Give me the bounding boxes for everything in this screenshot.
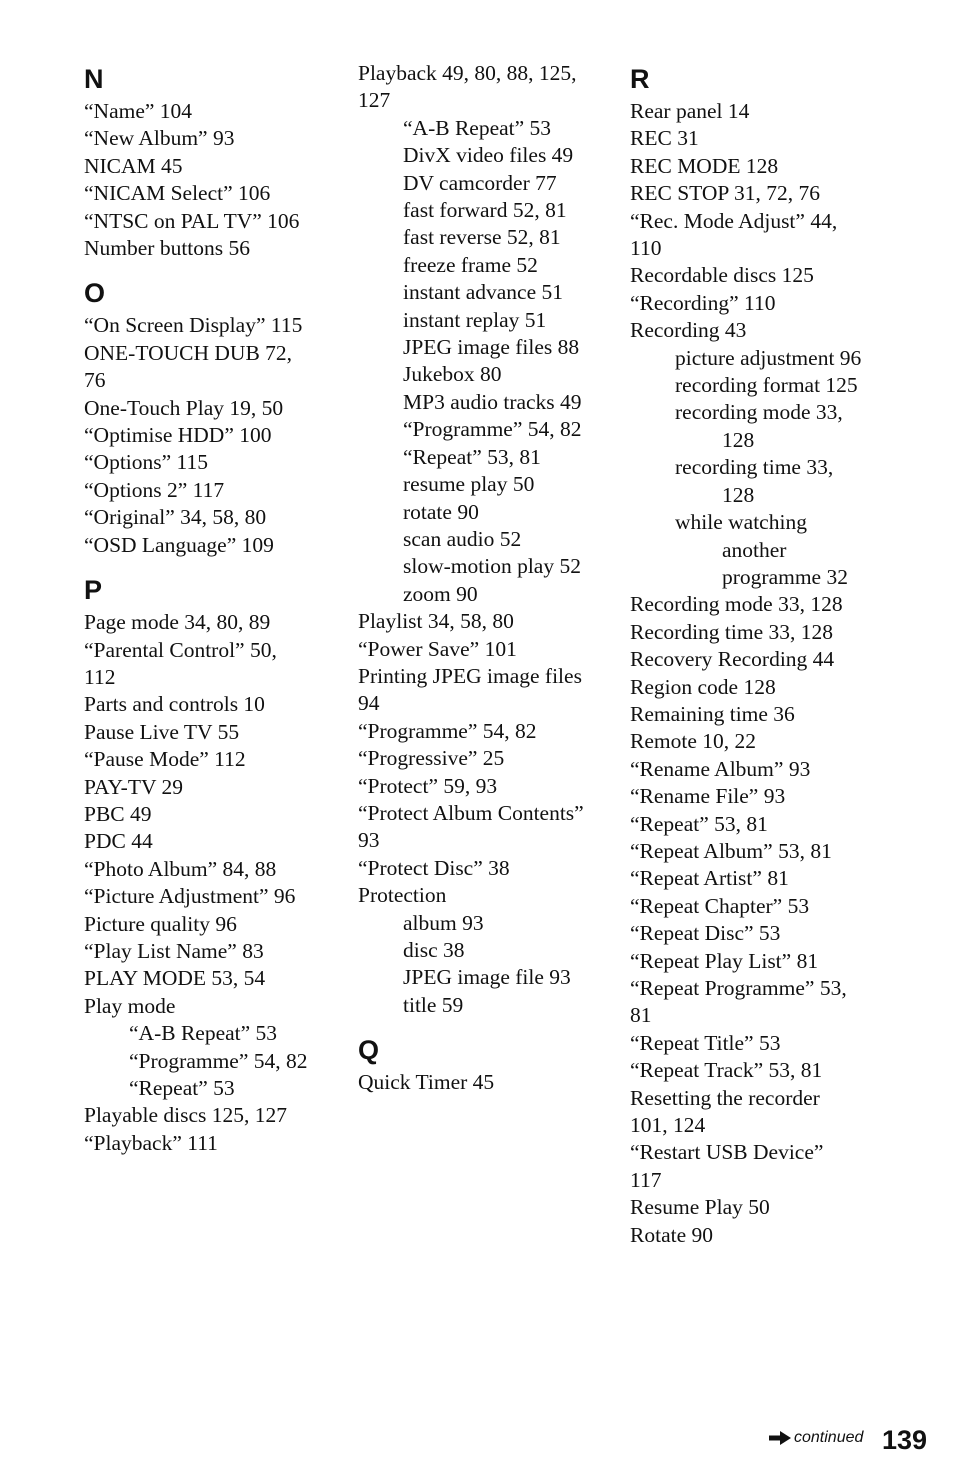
index-subentry: recording mode 33, xyxy=(675,400,843,425)
index-entry: Rotate 90 xyxy=(630,1222,713,1247)
index-subentry: fast reverse 52, 81 xyxy=(403,225,561,250)
index-entry: Region code 128 xyxy=(630,674,776,699)
index-subentry: JPEG image file 93 xyxy=(403,965,571,990)
index-entry: One-Touch Play 19, 50 xyxy=(84,395,284,420)
index-entry: 117 xyxy=(630,1167,662,1192)
index-subentry: resume play 50 xyxy=(403,472,535,497)
index-entry: “Pause Mode” 112 xyxy=(84,747,246,772)
index-entry: “Repeat Play List” 81 xyxy=(630,948,819,973)
index-subentry: “Repeat” 53 xyxy=(129,1076,235,1100)
index-entry: PBC 49 xyxy=(84,801,152,826)
index-entry: “Play List Name” 83 xyxy=(84,938,264,963)
index-section xyxy=(84,60,334,262)
index-entry: Play mode xyxy=(84,993,176,1018)
index-section xyxy=(358,1031,608,1096)
index-entry: Pause Live TV 55 xyxy=(84,719,240,744)
index-entry: “Repeat Album” 53, 81 xyxy=(630,838,832,863)
continued-label: continued xyxy=(794,1429,864,1446)
index-subentry: Jukebox 80 xyxy=(403,362,502,387)
index-subentry: recording time 33, xyxy=(675,455,834,480)
index-subentry: recording format 125 xyxy=(675,373,858,398)
index-subentry: album 93 xyxy=(403,910,484,935)
index-entry: 81 xyxy=(630,1003,652,1028)
index-entry: Picture quality 96 xyxy=(84,911,237,936)
index-entry: “Progressive” 25 xyxy=(358,746,505,771)
index-entry: PAY-TV 29 xyxy=(84,774,183,799)
index-entry: “NTSC on PAL TV” 106 xyxy=(84,208,300,233)
index-entry: “Power Save” 101 xyxy=(358,636,517,661)
index-entry: “OSD Language” 109 xyxy=(84,532,274,557)
index-section xyxy=(84,274,334,559)
index-subentry: another xyxy=(722,537,787,562)
index-entry: “Protect” 59, 93 xyxy=(358,773,498,798)
index-entry: “Protect Disc” 38 xyxy=(358,855,510,880)
index-subentry: instant advance 51 xyxy=(403,280,564,305)
index-entry: “Recording” 110 xyxy=(630,290,776,315)
index-entry: “Optimise HDD” 100 xyxy=(84,423,272,448)
index-subentry: “A-B Repeat” 53 xyxy=(129,1021,278,1046)
index-entry: 94 xyxy=(358,691,380,716)
index-subentry: “A-B Repeat” 53 xyxy=(403,115,552,140)
index-subentry: while watching xyxy=(675,510,807,535)
index-entry: Recording 43 xyxy=(630,318,747,343)
index-entry: Rear panel 14 xyxy=(630,99,750,123)
index-entry: Printing JPEG image files xyxy=(358,663,582,688)
index-entry: “Rename Album” 93 xyxy=(630,756,811,781)
index-entry: “Protect Album Contents” xyxy=(358,800,584,825)
index-subentry: 128 xyxy=(722,427,755,452)
index-subentry: “Programme” 54, 82 xyxy=(403,417,582,442)
index-entry: NICAM 45 xyxy=(84,153,183,178)
index-entry: “Repeat Disc” 53 xyxy=(630,921,781,946)
continued-note xyxy=(768,1428,863,1448)
index-entry: “Repeat Title” 53 xyxy=(630,1030,781,1055)
index-entry: Quick Timer 45 xyxy=(358,1070,495,1095)
index-subentry: “Repeat” 53, 81 xyxy=(403,444,541,469)
index-entry: REC 31 xyxy=(630,126,699,151)
index-section xyxy=(84,571,334,1157)
index-entry: PDC 44 xyxy=(84,829,153,854)
index-entry: “Playback” 111 xyxy=(84,1130,218,1155)
index-entry: “On Screen Display” 115 xyxy=(84,313,303,338)
index-entry: 76 xyxy=(84,368,106,393)
index-entry: “Picture Adjustment” 96 xyxy=(84,884,296,909)
index-entry: “Programme” 54, 82 xyxy=(358,718,537,743)
index-entry: Playlist 34, 58, 80 xyxy=(358,609,514,634)
index-entry: Remote 10, 22 xyxy=(630,729,756,754)
index-entry: “Name” 104 xyxy=(84,99,193,123)
index-section xyxy=(630,60,880,1249)
section-letter: N xyxy=(84,64,104,94)
index-entry: “Photo Album” 84, 88 xyxy=(84,856,277,881)
index-column-2 xyxy=(358,60,608,1097)
index-subentry: instant replay 51 xyxy=(403,307,547,332)
index-entry: “New Album” 93 xyxy=(84,126,235,151)
index-entry: Remaining time 36 xyxy=(630,701,795,726)
index-subentry: scan audio 52 xyxy=(403,526,522,551)
index-entry: Parts and controls 10 xyxy=(84,692,265,717)
section-letter: O xyxy=(84,278,106,309)
index-entry: 93 xyxy=(358,828,380,853)
index-entry: Recovery Recording 44 xyxy=(630,647,835,672)
index-entry: “Repeat Artist” 81 xyxy=(630,866,789,891)
index-entry: “Repeat Track” 53, 81 xyxy=(630,1058,823,1083)
index-entry: 127 xyxy=(358,88,391,113)
index-subentry: fast forward 52, 81 xyxy=(403,198,567,223)
index-entry: Playback 49, 80, 88, 125, xyxy=(358,61,577,85)
index-subentry: 128 xyxy=(722,482,755,507)
index-entry: Resume Play 50 xyxy=(630,1195,770,1220)
index-entry: Recording mode 33, 128 xyxy=(630,592,843,617)
index-entry: “Restart USB Device” xyxy=(630,1140,824,1165)
section-letter: P xyxy=(84,575,103,606)
index-entry: Page mode 34, 80, 89 xyxy=(84,610,271,635)
index-subentry: “Programme” 54, 82 xyxy=(129,1048,308,1073)
index-subentry: title 59 xyxy=(403,992,464,1017)
index-entry: “Parental Control” 50, xyxy=(84,637,277,662)
index-subentry: rotate 90 xyxy=(403,499,479,524)
index-entry: “Rec. Mode Adjust” 44, xyxy=(630,208,838,233)
index-subentry: picture adjustment 96 xyxy=(675,345,862,370)
page-number: 139 xyxy=(882,1425,928,1455)
index-entry: ONE-TOUCH DUB 72, xyxy=(84,340,293,365)
index-entry: 110 xyxy=(630,236,662,261)
right-arrow-icon xyxy=(768,1430,792,1446)
section-letter: Q xyxy=(358,1035,380,1066)
index-entry: Recordable discs 125 xyxy=(630,263,814,288)
index-entry: “Options” 115 xyxy=(84,450,209,475)
index-subentry: programme 32 xyxy=(722,564,848,589)
index-entry: “Options 2” 117 xyxy=(84,477,225,502)
index-entry: 101, 124 xyxy=(630,1113,706,1138)
index-entry: REC MODE 128 xyxy=(630,153,779,178)
index-entry: “NICAM Select” 106 xyxy=(84,181,271,206)
index-entry: PLAY MODE 53, 54 xyxy=(84,966,266,991)
index-column-3 xyxy=(630,60,880,1249)
section-letter: R xyxy=(630,64,650,94)
index-entry: Protection xyxy=(358,883,447,908)
index-entry: 112 xyxy=(84,664,116,689)
index-entry: “Rename File” 93 xyxy=(630,784,786,809)
index-subentry: slow-motion play 52 xyxy=(403,554,581,579)
index-subentry: DV camcorder 77 xyxy=(403,170,557,195)
index-entry: Number buttons 56 xyxy=(84,236,251,261)
index-entry: “Repeat Chapter” 53 xyxy=(630,893,810,918)
index-entry: Resetting the recorder xyxy=(630,1085,820,1110)
index-column-1 xyxy=(84,60,334,1157)
index-subentry: JPEG image files 88 xyxy=(403,335,580,360)
index-entry: “Repeat” 53, 81 xyxy=(630,811,768,836)
index-subentry: zoom 90 xyxy=(403,581,478,606)
index-subentry: disc 38 xyxy=(403,938,465,962)
index-subentry: freeze frame 52 xyxy=(403,252,538,277)
index-entry: “Original” 34, 58, 80 xyxy=(84,505,267,530)
index-section xyxy=(358,60,608,1019)
index-entry: Playable discs 125, 127 xyxy=(84,1103,288,1128)
index-entry: Recording time 33, 128 xyxy=(630,619,834,644)
index-subentry: MP3 audio tracks 49 xyxy=(403,389,582,414)
index-entry: “Repeat Programme” 53, xyxy=(630,976,847,1000)
index-subentry: DivX video files 49 xyxy=(403,143,574,168)
index-entry: REC STOP 31, 72, 76 xyxy=(630,181,820,206)
